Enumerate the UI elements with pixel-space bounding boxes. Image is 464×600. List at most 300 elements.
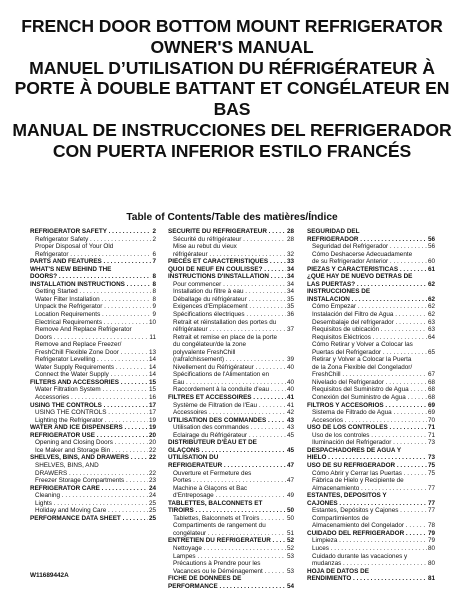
toc-entry-page: 2 [152, 235, 156, 243]
toc-entry [168, 379, 294, 387]
toc-entry-page: 22 [148, 454, 156, 462]
toc-entry-line: Fábrica de Hielo y Recipiente de [312, 477, 404, 485]
toc-entry-page: 68 [427, 394, 435, 402]
toc-entry-page: 51 [286, 529, 294, 537]
toc-entry [168, 530, 294, 538]
toc-entry [30, 447, 156, 455]
toc-entry-title: INSTALLATION INSTRUCTIONS . . . [30, 281, 151, 289]
toc-entry [168, 583, 294, 591]
toc-entry-page: 23 [148, 477, 156, 485]
toc-entry [30, 417, 156, 425]
toc-entry-title: Lampes . . . [173, 553, 286, 561]
toc-entry [307, 507, 435, 515]
toc-entry-title: REFRIGERATOR CARE . . . [30, 485, 148, 493]
toc-entry-page: 19 [148, 416, 156, 424]
toc-entry-page: 50 [286, 507, 294, 515]
toc-entry [30, 371, 156, 379]
title-line-6: MANUAL DE INSTRUCCIONES DEL REFRIGERADOR [12, 119, 452, 140]
toc-entry [168, 507, 294, 515]
toc-entry-page: 68 [427, 378, 435, 386]
toc-entry-line: Retirar y Volver a Colocar la Puerta [312, 356, 412, 364]
toc-entry [30, 485, 156, 493]
toc-entry-line: Ouverture et Fermeture des [173, 469, 252, 477]
toc-entry-page: 14 [148, 363, 156, 371]
toc-entry-page: 14 [148, 371, 156, 379]
toc-entry-title: PIÈCES ET CARACTÉRISTIQUES . . . [168, 258, 286, 266]
toc-entry-page: 7 [152, 258, 156, 266]
toc-entry-title: réfrigérateur . . . [173, 251, 286, 259]
toc-entry-title: Accessoires . . . [173, 409, 286, 417]
toc-entry [168, 258, 294, 266]
toc-entry-title: Connect the Water Supply . . . [35, 371, 148, 379]
toc-entry-page: 50 [286, 514, 294, 522]
toc-entry [30, 311, 156, 319]
toc-entry-page: 77 [427, 499, 435, 507]
toc-entry-line: Compartimientos de [312, 514, 369, 522]
toc-entry [307, 500, 435, 508]
toc-entry [30, 386, 156, 394]
toc-entry-line: Remove and Replace Freezer/ [35, 341, 122, 349]
toc-entry-page: 43 [286, 424, 294, 432]
toc-entry-title: Water Filtration System . . . [35, 386, 148, 394]
toc-entry-page: 8 [152, 295, 156, 303]
toc-entry [30, 500, 156, 508]
toc-entry-title: Éclairage du Réfrigérateur . . . [173, 432, 286, 440]
toc-entry-title: CAJONES . . . [307, 500, 427, 508]
toc-entry-page: 33 [286, 258, 294, 266]
toc-entry-line: SHELVES, BINS, AND [35, 461, 99, 469]
toc-entry [30, 303, 156, 311]
toc-entry-title: Iluminación del Refrigerador . . . [312, 439, 427, 447]
toc-entry-title: PERFORMANCE . . . [168, 583, 286, 591]
toc-entry-page: 39 [286, 356, 294, 364]
toc-entry-page: 63 [427, 326, 435, 334]
toc-entry-title: PERFORMANCE DATA SHEET . . . [30, 515, 148, 523]
toc-entry-title: Cleaning . . . [35, 492, 148, 500]
toc-entry-page: 24 [148, 492, 156, 500]
toc-column-french [168, 228, 294, 590]
toc-entry-title: Refrigerator Safety . . . [35, 236, 151, 244]
toc-entry-page: 79 [427, 529, 435, 537]
toc-entry-line: DESPACHADORES DE AGUA Y [307, 446, 402, 454]
toc-entry [30, 492, 156, 500]
toc-entry [168, 326, 294, 334]
toc-entry [168, 462, 294, 470]
toc-entry [30, 432, 156, 440]
toc-entry [307, 296, 435, 304]
toc-entry-title: Requisitos de ubicación . . . [312, 326, 427, 334]
toc-entry-line: UTILISATION DU [168, 454, 219, 462]
toc-entry-page: 43 [286, 416, 294, 424]
toc-entry-title: Water Supply Requirements . . . [35, 364, 148, 372]
toc-entry-title: Utilisation des commandes . . . [173, 424, 286, 432]
toc-entry-line: DISTRIBUTEUR D'EAU ET DE [168, 439, 257, 447]
toc-entry-title: Ice Maker and Storage Bin . . . [35, 447, 148, 455]
toc-entry-page: 22 [148, 469, 156, 477]
toc-entry-page: 75 [427, 461, 435, 469]
toc-entry-page: 36 [286, 311, 294, 319]
toc-entry [307, 470, 435, 478]
toc-entry-title: Getting Started . . . [35, 288, 151, 296]
toc-entry [30, 409, 156, 417]
toc-entry-title: Déballage du réfrigérateur . . . [173, 296, 286, 304]
toc-entry-page: 34 [286, 280, 294, 288]
toc-entry [307, 439, 435, 447]
toc-entry-title: FreshChill Flexible Zone Door . . . [35, 349, 148, 357]
toc-entry-line: WHAT'S NEW BEHIND THE [30, 265, 112, 273]
toc-entry-line: Proper Disposal of Your Old [35, 243, 114, 251]
toc-entry-line: Cuidado durante las vacaciones y [312, 552, 408, 560]
toc-entry-page: 71 [427, 424, 435, 432]
toc-entry-title: FILTROS Y ACCESORIOS . . . [307, 402, 427, 410]
toc-entry-line: Cómo Deshacerse Adecuadamente [312, 250, 413, 258]
toc-entry-title: Limpieza . . . [312, 537, 427, 545]
toc-entry-page: 19 [148, 424, 156, 432]
toc-entry [307, 334, 435, 342]
toc-entry-page: 34 [286, 288, 294, 296]
title-line-5: BAS [213, 99, 251, 120]
toc-entry-page: 45 [286, 446, 294, 454]
toc-entry-page: 40 [286, 386, 294, 394]
toc-entry [168, 409, 294, 417]
toc-entry [30, 288, 156, 296]
toc-entry-title: Estantes, Depósitos y Cajones . . . [312, 507, 427, 515]
toc-entry [307, 545, 435, 553]
toc-entry-title: INSTRUCTIONS D'INSTALLATION . . . [168, 273, 286, 281]
toc-entry-title: DOORS? . . . [30, 273, 151, 281]
toc-entry-title: USING THE CONTROLS . . . [30, 402, 148, 410]
toc-entry-title: Electrical Requirements . . . [35, 319, 148, 327]
toc-entry-page: 81 [427, 575, 435, 583]
toc-entry [168, 288, 294, 296]
toc-entry-title: Accesorios . . . [312, 417, 427, 425]
toc-entry-page: 8 [152, 288, 156, 296]
toc-entry [307, 485, 435, 493]
toc-entry-page: 14 [148, 356, 156, 364]
toc-entry [307, 371, 435, 379]
toc-entry-page: 65 [427, 348, 435, 356]
toc-entry [307, 462, 435, 470]
toc-entry [168, 515, 294, 523]
toc-entry [30, 273, 156, 281]
toc-entry-title: Cómo Abrir y Cerrar las Puertas . . . [312, 470, 427, 478]
toc-entry-page: 68 [427, 386, 435, 394]
toc-entry-title: congélateur . . . [173, 530, 286, 538]
toc-entry [168, 432, 294, 440]
toc-entry-line: polyvalente FreshChill [173, 348, 236, 356]
toc-entry [168, 356, 294, 364]
toc-entry [168, 424, 294, 432]
toc-entry-title: Instalación del Filtro de Agua . . . [312, 311, 427, 319]
toc-entry-page: 24 [148, 484, 156, 492]
toc-entry-page: 35 [286, 303, 294, 311]
title-line-1: FRENCH DOOR BOTTOM MOUNT REFRIGERATOR [21, 16, 443, 36]
toc-entry-title: FILTRES ET ACCESSOIRES . . . [168, 394, 286, 402]
toc-entry-title: Nettoyage . . . [173, 545, 286, 553]
toc-entry-title: Exigences d'Emplacement . . . [173, 303, 286, 311]
toc-entry-title: USO DE LOS CONTROLES . . . [307, 424, 427, 432]
toc-entry-page: 70 [427, 416, 435, 424]
toc-entry-page: 42 [286, 409, 294, 417]
toc-entry [307, 386, 435, 394]
toc-entry-title: TIROIRS . . . [168, 507, 286, 515]
toc-entry [307, 402, 435, 410]
toc-entry [307, 560, 435, 568]
toc-entry-title: Location Requirements . . . [35, 311, 151, 319]
toc-entry-title: PIEZAS Y CARACTERÍSTICAS . . . [307, 266, 427, 274]
toc-entry [168, 303, 294, 311]
toc-entry-page: 22 [148, 446, 156, 454]
toc-entry-title: Doors . . . [35, 334, 148, 342]
toc-entry-line: Machine à Glaçons et Bac [173, 484, 248, 492]
toc-entry-page: 15 [148, 386, 156, 394]
toc-entry-page: 16 [148, 394, 156, 402]
toc-entry-title: LAS PUERTAS? . . . [307, 281, 427, 289]
toc-entry-page: 52 [286, 544, 294, 552]
toc-entry [30, 319, 156, 327]
toc-entry-title: DRAWERS . . . [35, 470, 148, 478]
toc-entry [307, 303, 435, 311]
toc-entry-line: Mise au rebut du vieux [173, 243, 237, 251]
toc-entry [307, 258, 435, 266]
toc-entry-page: 63 [427, 318, 435, 326]
toc-entry-title: Lighting the Refrigerator . . . [35, 417, 148, 425]
toc-entry [30, 364, 156, 372]
title-line-7: CON PUERTA INFERIOR ESTILO FRANCÉS [52, 140, 412, 161]
toc-entry-line: FICHE DE DONNÉES DE [168, 575, 242, 583]
toc-entry-title: ENTRETIEN DU RÉFRIGÉRATEUR . . . [168, 537, 286, 545]
toc-entry-page: 20 [148, 439, 156, 447]
toc-entry-page: 9 [152, 303, 156, 311]
toc-entry-title: Sistema de Filtrado de Agua . . . [312, 409, 427, 417]
toc-entry-line: HOJA DE DATOS DE [307, 567, 369, 575]
toc-entry [168, 417, 294, 425]
toc-entry-title: Accessories . . . [35, 394, 148, 402]
title-line-4: PORTE À DOUBLE BATTANT ET CONGÉLATEUR EN [14, 78, 450, 99]
toc-entry-title: d'Entreposage . . . [173, 492, 286, 500]
toc-entry-title: Eau . . . [173, 379, 286, 387]
toc-entry-title: Freezer Storage Compartments . . . [35, 477, 148, 485]
toc-entry [168, 545, 294, 553]
toc-entry-page: 67 [427, 371, 435, 379]
toc-entry [307, 266, 435, 274]
toc-entry [307, 409, 435, 417]
toc-entry-line: Retrait et remise en place de la porte [173, 333, 278, 341]
toc-entry-title: HIELO . . . [307, 454, 427, 462]
toc-entry-title: Lights . . . [35, 500, 148, 508]
toc-entry [168, 266, 294, 274]
toc-entry-title: SÉCURITÉ DU RÉFRIGÉRATEUR . . . [168, 228, 286, 236]
toc-entry-title: GLAÇONS . . . [168, 447, 286, 455]
toc-entry-page: 80 [427, 544, 435, 552]
toc-entry [307, 522, 435, 530]
toc-entry [307, 243, 435, 251]
toc-entry [30, 477, 156, 485]
toc-entry-title: Unpack the Refrigerator . . . [35, 303, 151, 311]
toc-entry-title: Holiday and Moving Care . . . [35, 507, 148, 515]
toc-entry [307, 379, 435, 387]
toc-entry-page: 53 [286, 567, 294, 575]
toc-entry-page: 73 [427, 454, 435, 462]
toc-entry-title: Vacances ou le Déménagement . . . [173, 568, 286, 576]
toc-entry [307, 417, 435, 425]
toc-entry-page: 25 [148, 507, 156, 515]
toc-entry [168, 537, 294, 545]
toc-entry-page: 6 [152, 250, 156, 258]
toc-entry-title: PARTS AND FEATURES . . . [30, 258, 151, 266]
toc-entry-page: 77 [427, 507, 435, 515]
toc-entry-page: 15 [148, 378, 156, 386]
toc-entry [168, 447, 294, 455]
toc-entry-page: 40 [286, 378, 294, 386]
toc-entry [307, 319, 435, 327]
toc-entry-page: 56 [427, 235, 435, 243]
toc-entry [30, 334, 156, 342]
toc-entry-line: Cómo Retirar y Volver a Colocar las [312, 341, 413, 349]
toc-entry [307, 530, 435, 538]
toc-entry [307, 432, 435, 440]
toc-entry-page: 64 [427, 333, 435, 341]
toc-entry [168, 236, 294, 244]
toc-entry-title: RENDIMIENTO . . . [307, 575, 427, 583]
toc-entry-line: INSTRUCCIONES DE [307, 288, 371, 296]
toc-entry-title: réfrigérateur . . . [173, 326, 286, 334]
toc-entry-page: 61 [427, 265, 435, 273]
toc-entry-title: Almacenamiento . . . [312, 485, 427, 493]
toc-entry [30, 439, 156, 447]
toc-entry-title: USING THE CONTROLS . . . [35, 409, 148, 417]
toc-entry-title: Water Filter Installation . . . [35, 296, 151, 304]
toc-entry-title: FILTERS AND ACCESSORIES . . . [30, 379, 148, 387]
toc-entry-line: de la Zona Flexible del Congelador/ [312, 363, 413, 371]
toc-entry-page: 34 [286, 265, 294, 273]
toc-entry-title: REFRIGERATOR SAFETY . . . [30, 228, 151, 236]
toc-entry-title: Puertas del Refrigerador . . . [312, 349, 427, 357]
toc-entry-page: 2 [152, 228, 156, 235]
toc-entry-page: 17 [148, 409, 156, 417]
toc-entry [30, 349, 156, 357]
toc-entry-title: CUIDADO DEL REFRIGERADOR . . . [307, 530, 427, 538]
toc-entry-page: 32 [286, 250, 294, 258]
document-code: W11689442A [30, 572, 69, 579]
toc-entry-title: USO DE SU REFRIGERADOR . . . [307, 462, 427, 470]
toc-entry [168, 251, 294, 259]
toc-entry-title: de su Refrigerador Anterior . . . [312, 258, 427, 266]
toc-entry [307, 311, 435, 319]
toc-entry-page: 79 [427, 537, 435, 545]
toc-entry-page: 54 [286, 582, 294, 590]
toc-column-english [30, 228, 156, 522]
toc-entry [30, 424, 156, 432]
toc-entry-page: 34 [286, 273, 294, 281]
toc-entry-page: 13 [148, 348, 156, 356]
toc-entry-page: 10 [148, 318, 156, 326]
toc-entry [307, 424, 435, 432]
toc-entry [168, 364, 294, 372]
toc-entry [168, 228, 294, 236]
toc-entry-title: Système de Filtration de l'Eau . . . [173, 402, 286, 410]
toc-entry [307, 454, 435, 462]
toc-entry-title: SHELVES, BINS, AND DRAWERS . . . [30, 454, 148, 462]
toc-entry-title: Refrigerator . . . [35, 251, 151, 259]
toc-entry-line: ¿QUÉ HAY DE NUEVO DETRÁS DE [307, 273, 413, 281]
toc-entry-title: Opening and Closing Doors . . . [35, 439, 148, 447]
toc-entry-page: 25 [148, 499, 156, 507]
toc-entry-page: 28 [286, 235, 294, 243]
toc-entry-title: Almacenamiento del Congelador . . . [312, 522, 427, 530]
toc-entry-page: 69 [427, 409, 435, 417]
title-line-2: OWNER'S MANUAL [150, 36, 314, 57]
toc-entry-page: 9 [152, 311, 156, 319]
toc-entry-line: SEGURIDAD DEL [307, 228, 360, 235]
toc-entry [30, 251, 156, 259]
title-line-3: MANUEL D’UTILISATION DU RÉFRIGÉRATEUR À [29, 57, 435, 78]
toc-entry-line: ESTANTES, DEPÓSITOS Y [307, 492, 387, 500]
toc-entry-page: 47 [286, 461, 294, 469]
toc-entry [168, 553, 294, 561]
toc-entry [307, 537, 435, 545]
toc-entry [30, 228, 156, 236]
toc-entry-title: Spécifications électriques . . . [173, 311, 286, 319]
toc-entry-page: 62 [427, 303, 435, 311]
toc-entry-line: Spécifications de l'Alimentation en [173, 371, 270, 379]
toc-entry-title: Raccordement à la conduite d'eau . . . [173, 386, 286, 394]
toc-entry [30, 515, 156, 523]
toc-entry-title: Requisitos del Suministro de Agua . . . [312, 386, 427, 394]
toc-entry [30, 402, 156, 410]
toc-entry [30, 258, 156, 266]
toc-entry-title: Nivellement du Réfrigérateur . . . [173, 364, 286, 372]
toc-entry [30, 379, 156, 387]
toc-entry-page: 17 [148, 401, 156, 409]
toc-entry [168, 568, 294, 576]
toc-entry-page: 8 [152, 280, 156, 288]
toc-entry-title: RÉFRIGÉRATEUR . . . [168, 462, 286, 470]
toc-entry-page: 25 [148, 514, 156, 522]
toc-entry-page: 71 [427, 431, 435, 439]
toc-entry-page: 77 [427, 484, 435, 492]
toc-entry-title: Conexión del Suministro de Agua . . . [312, 394, 427, 402]
toc-entry [168, 273, 294, 281]
toc-entry-title: Installation du filtre à eau . . . [173, 288, 286, 296]
toc-entry-page: 40 [286, 363, 294, 371]
toc-entry-page: 28 [286, 228, 294, 235]
toc-entry [30, 296, 156, 304]
toc-entry-title: Nivelado del Refrigerador . . . [312, 379, 427, 387]
toc-entry [30, 281, 156, 289]
toc-entry-title: Requisitos Eléctricos . . . [312, 334, 427, 342]
toc-entry-title: FreshChill . . . [312, 371, 427, 379]
toc-entry [307, 394, 435, 402]
toc-entry [30, 236, 156, 244]
toc-entry-page: 41 [286, 394, 294, 402]
toc-entry-title: Refrigerator Levelling . . . [35, 356, 148, 364]
toc-entry [307, 349, 435, 357]
toc-entry-line: du congélateur/de la zone [173, 341, 247, 349]
toc-entry [168, 492, 294, 500]
toc-entry-page: 56 [427, 243, 435, 251]
toc-entry-page: 41 [286, 401, 294, 409]
toc-entry [168, 402, 294, 410]
toc-entry-page: 62 [427, 280, 435, 288]
toc-entry-title: Pour commencer . . . [173, 281, 286, 289]
toc-entry [168, 477, 294, 485]
toc-title: Table of Contents/Table des matières/Índice [126, 212, 338, 223]
toc-entry-title: (rafraîchissement) . . . [173, 356, 286, 364]
toc-entry-title: WATER AND ICE DISPENSERS . . . [30, 424, 148, 432]
toc-entry-title: Desembalaje del refrigerador . . . [312, 319, 427, 327]
toc-entry-title: INSTALACIÓN . . . [307, 296, 427, 304]
